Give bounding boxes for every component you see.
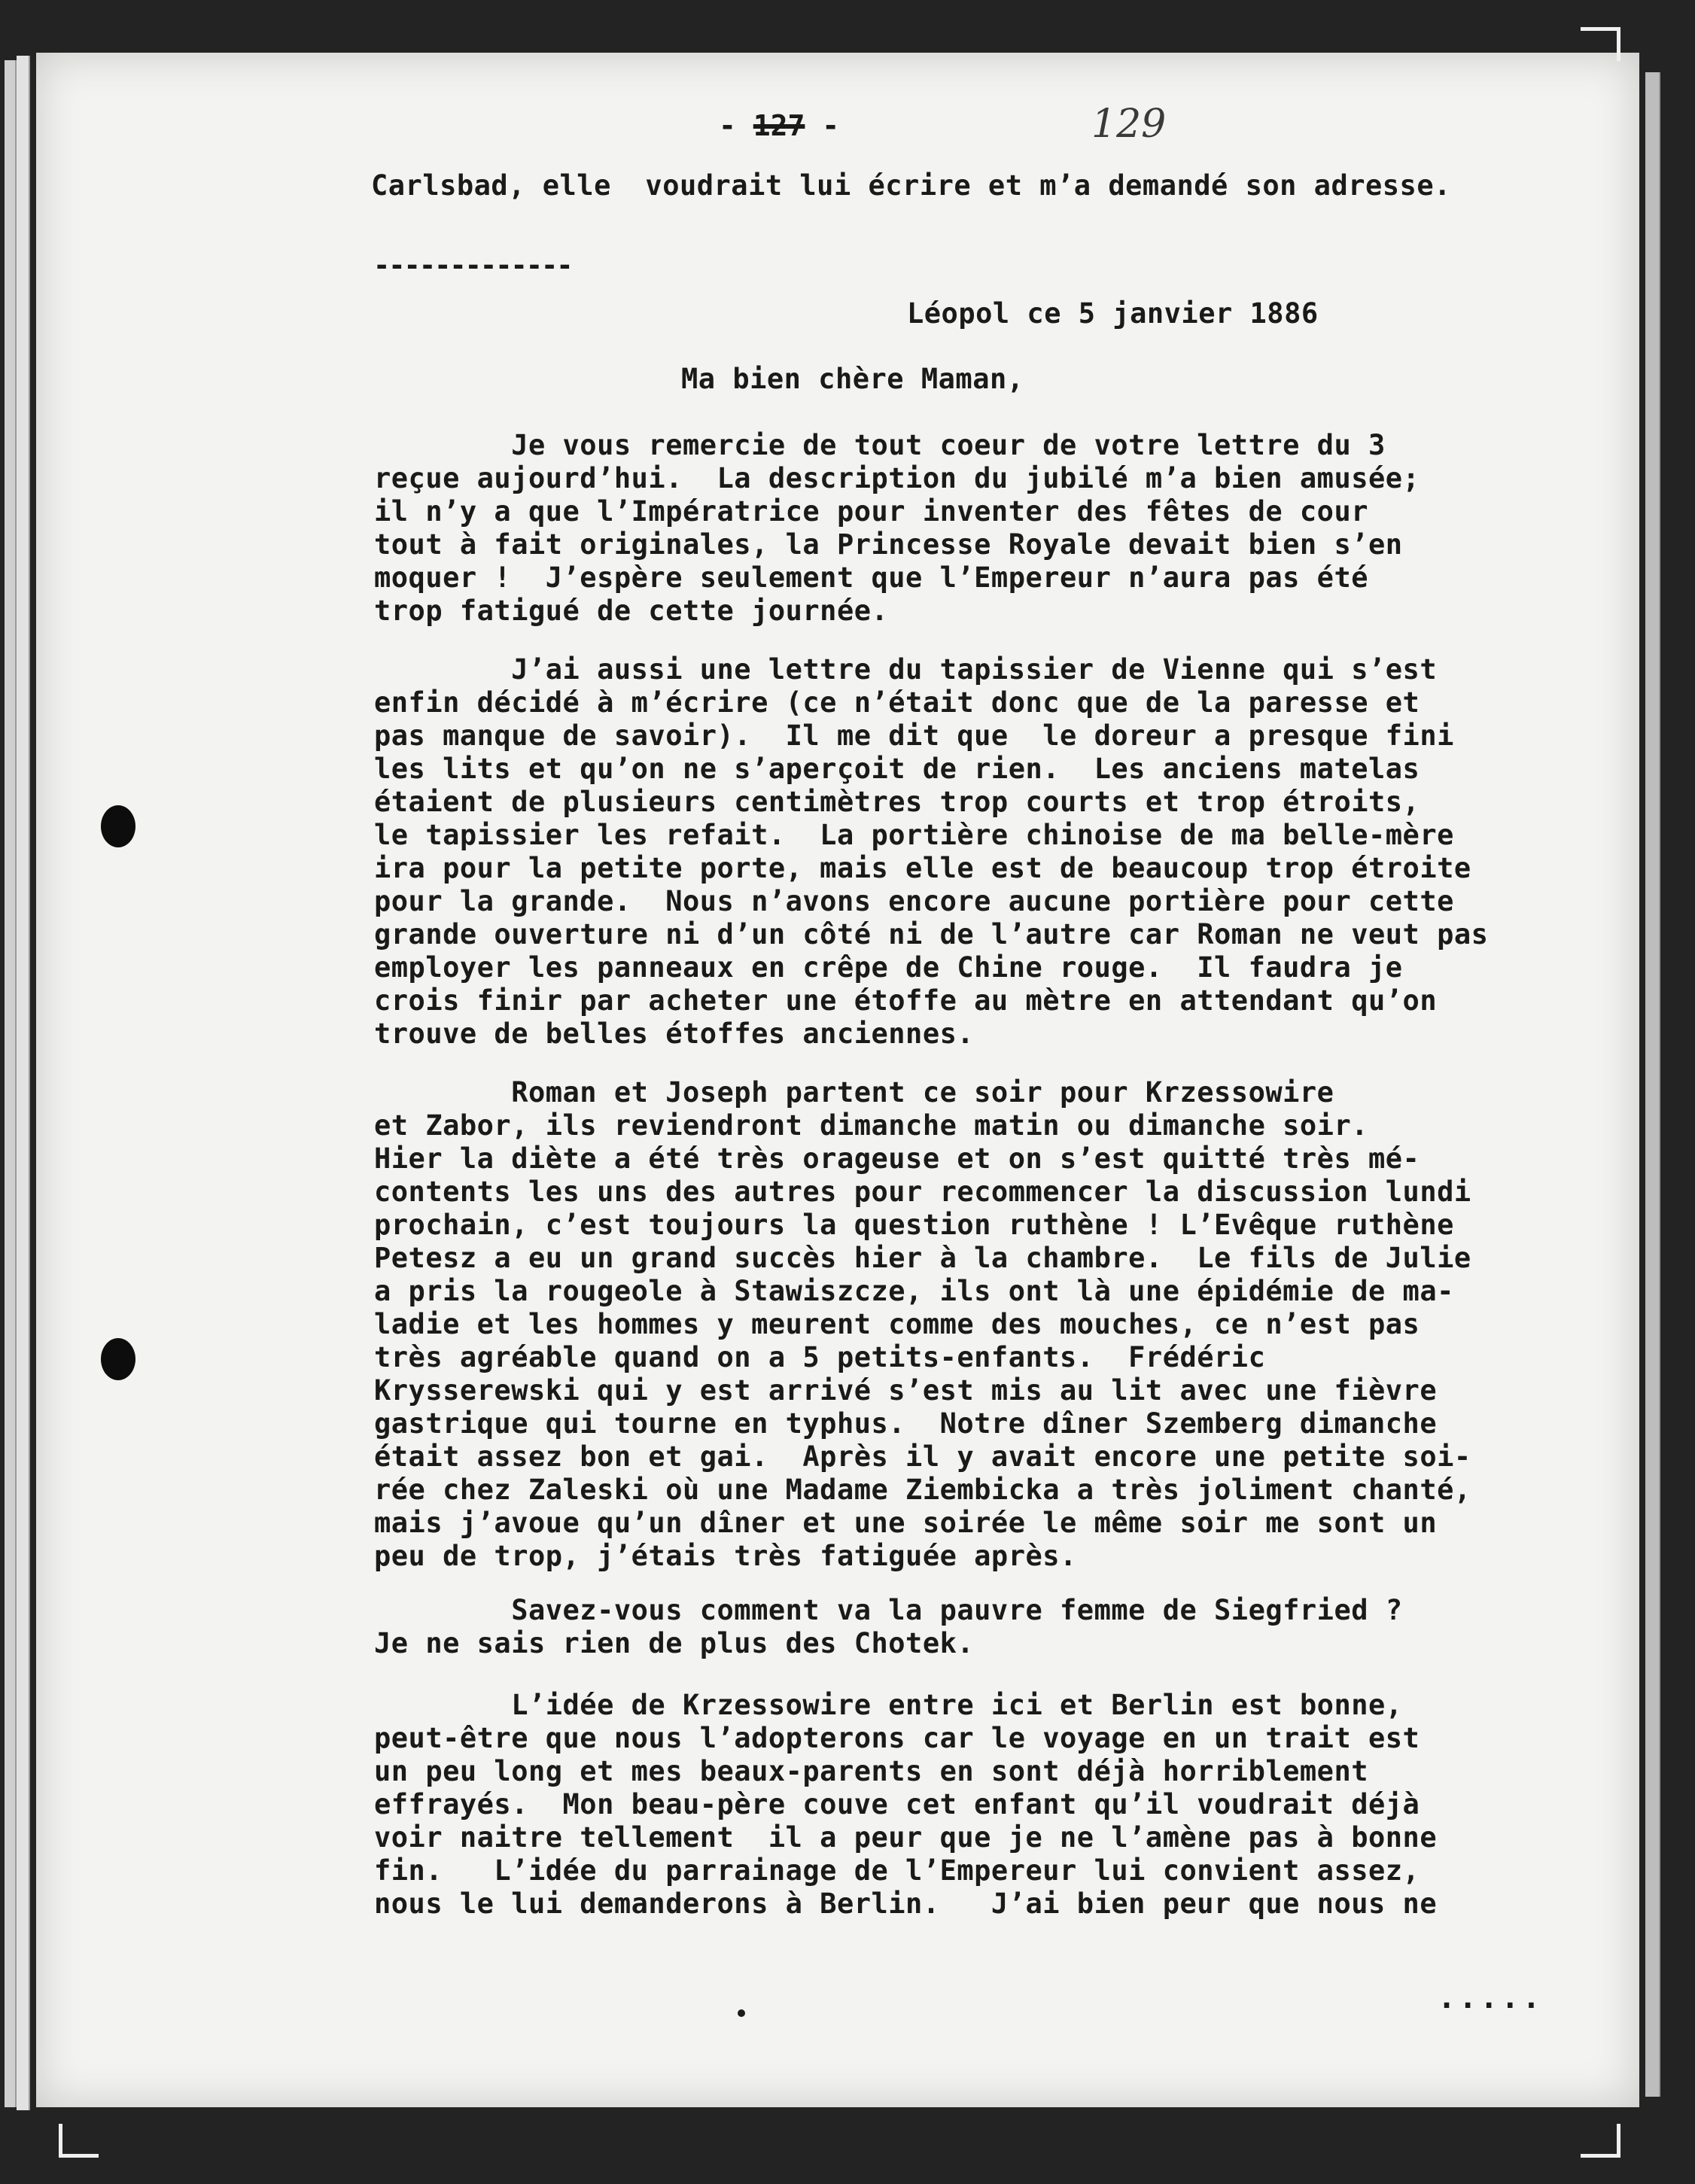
letter-line: crois finir par acheter une étoffe au mètre en attendant qu’on xyxy=(374,984,1438,1017)
letter-line: Roman et Joseph partent ce soir pour Krzessowire xyxy=(374,1076,1334,1109)
letter-line: voir naitre tellement il a peur que je ne l’amène pas à bonne xyxy=(374,1821,1438,1854)
letter-line: pour la grande. Nous n’avons encore aucune portière pour cette xyxy=(374,885,1454,917)
letter-line: Hier la diète a été très orageuse et on s’est quitté très mé- xyxy=(374,1142,1420,1175)
letter-line: le tapissier les refait. La portière chinoise de ma belle-mère xyxy=(374,819,1454,851)
letter-line: contents les uns des autres pour recommencer la discussion lundi xyxy=(374,1176,1471,1208)
letter-line: peut-être que nous l’adopterons car le voyage en un trait est xyxy=(374,1722,1420,1754)
page-stack-edge xyxy=(1645,72,1660,2097)
letter-line: employer les panneaux en crêpe de Chine rouge. Il faudra je xyxy=(374,951,1403,984)
letter-line: Krysserewski qui y est arrivé s’est mis au lit avec une fièvre xyxy=(374,1374,1438,1407)
page-number xyxy=(719,109,839,142)
letter-line: grande ouverture ni d’un côté ni de l’autre car Roman ne veut pas xyxy=(374,918,1489,951)
punch-hole-lower xyxy=(101,1338,135,1380)
letter-line: et Zabor, ils reviendront dimanche matin ou dimanche soir. xyxy=(374,1109,1369,1142)
letter-line: rée chez Zaleski où une Madame Ziembicka a très joliment chanté, xyxy=(374,1474,1471,1506)
page-number-prefix: - xyxy=(719,109,753,142)
letter-line: Petesz a eu un grand succès hier à la chambre. Le fils de Julie xyxy=(374,1242,1471,1274)
letter-line: un peu long et mes beaux-parents en sont déjà horriblement xyxy=(374,1755,1369,1787)
letter-line: enfin décidé à m’écrire (ce n’était donc que de la paresse et xyxy=(374,686,1420,719)
ink-speck xyxy=(738,2009,745,2017)
handwritten-page-number: 129 xyxy=(1091,102,1167,147)
salutation: Ma bien chère Maman, xyxy=(681,363,1024,395)
letter-line: était assez bon et gai. Après il y avait encore une petite soi- xyxy=(374,1440,1471,1473)
page-number-struck: 127 xyxy=(753,109,805,142)
letter-line: reçue aujourd’hui. La description du jubilé m’a bien amusée; xyxy=(374,462,1420,494)
crop-mark-top-right xyxy=(1581,27,1620,61)
letter-line: très agréable quand on a 5 petits-enfants. Frédéric xyxy=(374,1341,1266,1373)
letter-line: pas manque de savoir). Il me dit que le doreur a presque fini xyxy=(374,719,1454,752)
letter-line: effrayés. Mon beau-père couve cet enfant qu’il voudrait déjà xyxy=(374,1788,1420,1821)
letter-line: étaient de plusieurs centimètres trop courts et trop étroits, xyxy=(374,786,1420,818)
letter-line: fin. L’idée du parrainage de l’Empereur lui convient assez, xyxy=(374,1854,1420,1887)
letter-line: ira pour la petite porte, mais elle est de beaucoup trop étroite xyxy=(374,852,1471,884)
place-date: Léopol ce 5 janvier 1886 xyxy=(907,297,1319,330)
letter-line: moquer ! J’espère seulement que l’Empereur n’aura pas été xyxy=(374,561,1369,594)
letter-line: Savez-vous comment va la pauvre femme de Siegfried ? xyxy=(374,1594,1403,1626)
letter-line: tout à fait originales, la Princesse Royale devait bien s’en xyxy=(374,528,1403,561)
letter-line: trop fatigué de cette journée. xyxy=(374,595,889,627)
continuation-line: Carlsbad, elle voudrait lui écrire et m’a demandé son adresse. xyxy=(371,169,1451,202)
letter-line: trouve de belles étoffes anciennes. xyxy=(374,1017,975,1050)
letter-line: gastrique qui tourne en typhus. Notre dîner Szemberg dimanche xyxy=(374,1407,1438,1440)
letter-line: prochain, c’est toujours la question ruthène ! L’Evêque ruthène xyxy=(374,1209,1454,1241)
crop-mark-bottom-right xyxy=(1581,2124,1620,2158)
page-stack-edge xyxy=(17,56,30,2110)
letter-line: peu de trop, j’étais très fatiguée après. xyxy=(374,1540,1077,1572)
continuation-ellipsis: ..... xyxy=(1438,1981,1544,2015)
letter-line: ladie et les hommes y meurent comme des mouches, ce n’est pas xyxy=(374,1308,1420,1340)
letter-line: a pris la rougeole à Stawiszcze, ils ont là une épidémie de ma- xyxy=(374,1275,1454,1307)
letter-line: les lits et qu’on ne s’aperçoit de rien. Les anciens matelas xyxy=(374,753,1420,785)
letter-line: mais j’avoue qu’un dîner et une soirée le même soir me sont un xyxy=(374,1507,1438,1539)
letter-line: nous le lui demanderons à Berlin. J’ai bien peur que nous ne xyxy=(374,1887,1438,1920)
letter-line: il n’y a que l’Impératrice pour inventer des fêtes de cour xyxy=(374,495,1369,528)
page-stack-edge xyxy=(5,60,17,2107)
separator-line: ------------- xyxy=(373,249,572,281)
letter-line: L’idée de Krzessowire entre ici et Berlin est bonne, xyxy=(374,1689,1403,1721)
punch-hole-upper xyxy=(101,805,135,847)
crop-mark-bottom-left xyxy=(59,2124,99,2158)
letter-line: Je ne sais rien de plus des Chotek. xyxy=(374,1627,975,1659)
letter-line: Je vous remercie de tout coeur de votre lettre du 3 xyxy=(374,429,1386,461)
page-number-suffix: - xyxy=(805,109,840,142)
letter-line: J’ai aussi une lettre du tapissier de Vienne qui s’est xyxy=(374,653,1438,686)
